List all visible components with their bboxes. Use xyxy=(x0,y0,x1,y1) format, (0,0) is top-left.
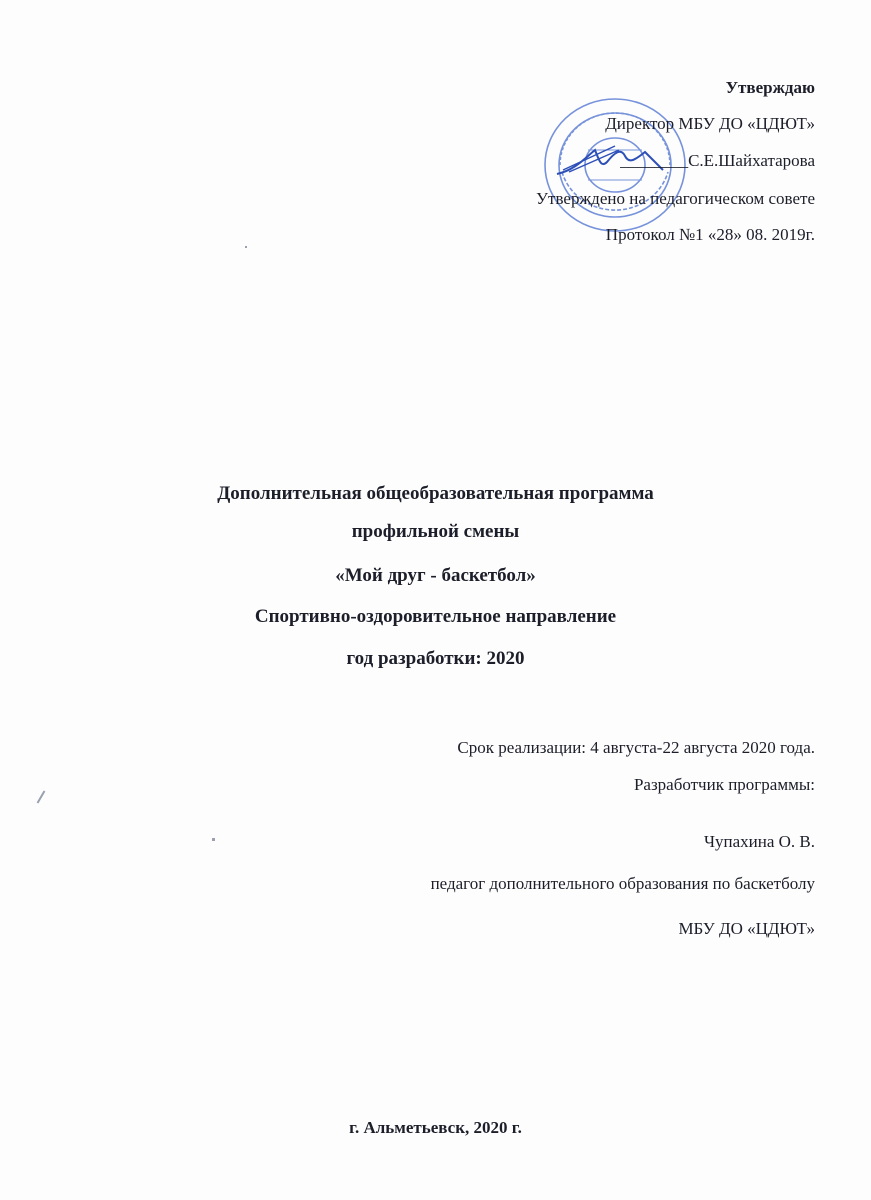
signature-name: С.Е.Шайхатарова xyxy=(688,151,815,170)
development-year: год разработки: 2020 xyxy=(346,648,525,669)
program-title-line-3: «Мой друг - баскетбол» xyxy=(335,565,536,586)
council-line: Утверждено на педагогическом совете xyxy=(536,189,815,208)
organization: МБУ ДО «ЦДЮТ» xyxy=(678,919,815,938)
developer-label: Разработчик программы: xyxy=(633,775,815,794)
developer-name: Чупахина О. В. xyxy=(703,832,815,851)
scan-speck xyxy=(212,838,215,841)
place-year: г. Альметьевск, 2020 г. xyxy=(349,1118,522,1137)
director-line: Директор МБУ ДО «ЦДЮТ» xyxy=(605,114,815,133)
scan-speck xyxy=(37,790,46,803)
program-title-line-1: Дополнительная общеобразовательная программа xyxy=(217,483,654,504)
program-direction: Спортивно-оздоровительное направление xyxy=(254,606,617,627)
scan-speck xyxy=(245,246,247,248)
signature-line: ________С.Е.Шайхатарова xyxy=(620,151,815,170)
approved-label: Утверждаю xyxy=(725,78,815,97)
program-title-line-2: профильной смены xyxy=(351,521,520,542)
protocol-line: Протокол №1 «28» 08. 2019г. xyxy=(605,225,815,244)
developer-position: педагог дополнительного образования по баскетболу xyxy=(430,874,815,893)
implementation-period: Срок реализации: 4 августа-22 августа 2020 года. xyxy=(457,738,815,757)
